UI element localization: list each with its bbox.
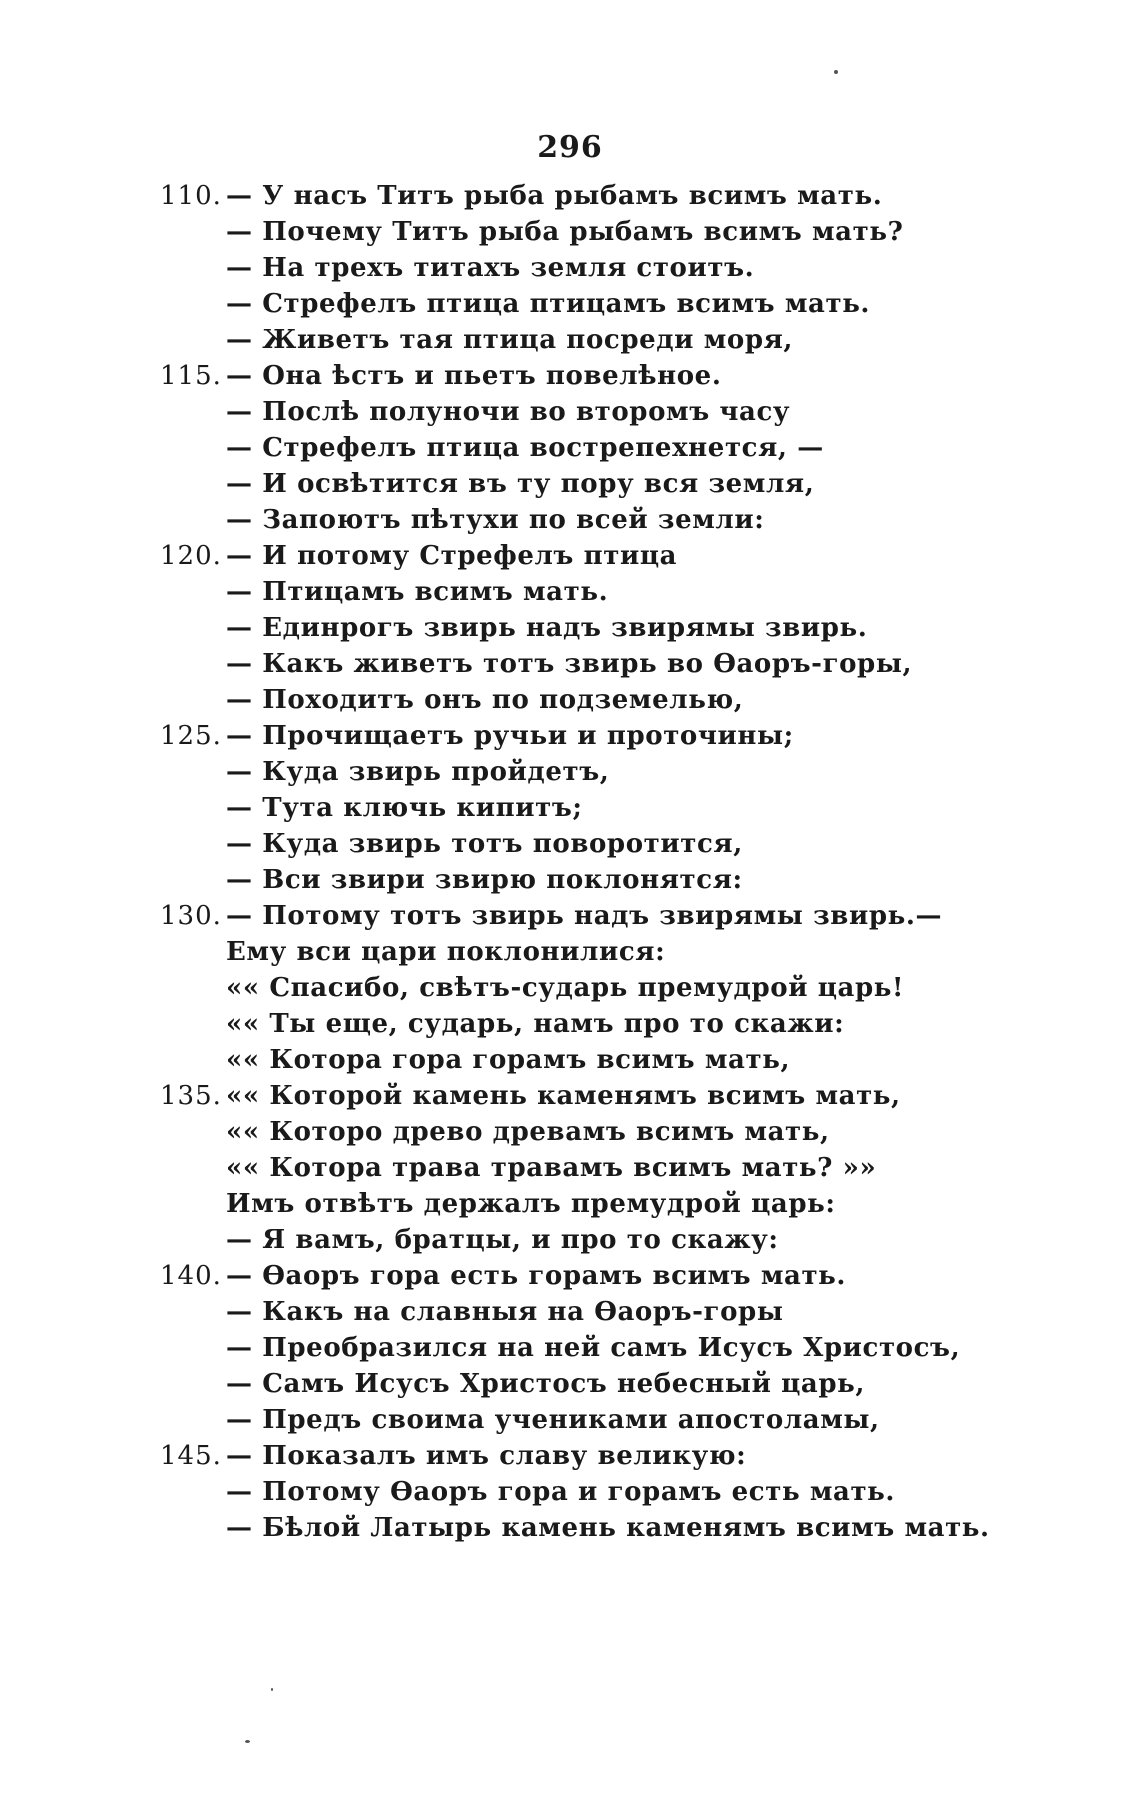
poem-line xyxy=(160,646,1060,682)
line-number: 145. xyxy=(160,1441,222,1471)
line-text: — Показалъ имъ славу великую: xyxy=(226,1441,747,1471)
poem-line xyxy=(160,1438,1060,1474)
line-text: — Послѣ полуночи во второмъ часу xyxy=(226,397,791,427)
line-text: — Птицамъ всимъ мать. xyxy=(226,577,609,607)
page-number: 296 xyxy=(537,130,603,165)
line-text: — Она ѣстъ и пьетъ повелѣное. xyxy=(226,361,722,391)
print-speck xyxy=(245,1740,250,1743)
line-text: — Куда звирь тотъ поворотится, xyxy=(226,829,743,859)
line-text: — И освѣтится въ ту пору вся земля, xyxy=(226,469,815,499)
poem-line xyxy=(160,1114,1060,1150)
line-text: «« Которой камень каменямъ всимъ мать, xyxy=(226,1081,901,1111)
line-text: — Походитъ онъ по подземелью, xyxy=(226,685,744,715)
poem-line xyxy=(160,1150,1060,1186)
line-number: 135. xyxy=(160,1081,222,1111)
poem-line xyxy=(160,1078,1060,1114)
line-text: — Живетъ тая птица посреди моря, xyxy=(226,325,794,355)
poem-line xyxy=(160,358,1060,394)
line-text: — Потому Ѳаоръ гора и горамъ есть мать. xyxy=(226,1477,896,1507)
poem-line xyxy=(160,1330,1060,1366)
poem-line xyxy=(160,1510,1060,1546)
poem-line xyxy=(160,790,1060,826)
poem-line xyxy=(160,826,1060,862)
poem-line xyxy=(160,862,1060,898)
poem-line xyxy=(160,502,1060,538)
print-speck xyxy=(834,70,838,74)
poem-line xyxy=(160,574,1060,610)
poem-text xyxy=(160,178,1060,1546)
poem-line xyxy=(160,1006,1060,1042)
line-text: — Какъ живетъ тотъ звирь во Ѳаоръ-горы, xyxy=(226,649,913,679)
line-number: 130. xyxy=(160,901,222,931)
poem-line xyxy=(160,1258,1060,1294)
poem-line xyxy=(160,718,1060,754)
line-text: — У насъ Титъ рыба рыбамъ всимъ мать. xyxy=(226,181,883,211)
line-text: «« Спасибо, свѣтъ-сударь премудрой царь! xyxy=(226,973,905,1003)
line-number: 120. xyxy=(160,541,222,571)
line-text: — Почему Титъ рыба рыбамъ всимъ мать? xyxy=(226,217,904,247)
poem-line xyxy=(160,682,1060,718)
poem-line xyxy=(160,1366,1060,1402)
poem-line xyxy=(160,538,1060,574)
poem-line xyxy=(160,1186,1060,1222)
line-text: «« Котора гора горамъ всимъ мать, xyxy=(226,1045,791,1075)
line-text: — Преобразился на ней самъ Исусъ Христосъ, xyxy=(226,1333,961,1363)
poem-line xyxy=(160,1222,1060,1258)
line-text: — Стрефелъ птица вострепехнется, — xyxy=(226,433,824,463)
line-text: — Запоютъ пѣтухи по всей земли: xyxy=(226,505,765,535)
line-text: — И потому Стрефелъ птица xyxy=(226,541,678,571)
line-text: «« Ты еще, сударь, намъ про то скажи: xyxy=(226,1009,845,1039)
poem-line xyxy=(160,286,1060,322)
line-number: 110. xyxy=(160,181,222,211)
poem-line xyxy=(160,898,1060,934)
print-speck xyxy=(271,1688,273,1691)
line-text: — На трехъ титахъ земля стоитъ. xyxy=(226,253,755,283)
poem-line xyxy=(160,970,1060,1006)
line-text: — Единрогъ звирь надъ звирямы звирь. xyxy=(226,613,868,643)
line-text: — Стрефелъ птица птицамъ всимъ мать. xyxy=(226,289,871,319)
line-text: — Тута ключь кипитъ; xyxy=(226,793,583,823)
poem-line xyxy=(160,754,1060,790)
line-text: «« Которо древо древамъ всимъ мать, xyxy=(226,1117,830,1147)
line-text: — Бѣлой Латырь камень каменямъ всимъ мать. xyxy=(226,1513,990,1543)
line-text: — Куда звирь пройдетъ, xyxy=(226,757,610,787)
line-text: — Ѳаоръ гора есть горамъ всимъ мать. xyxy=(226,1261,847,1291)
poem-line xyxy=(160,610,1060,646)
poem-line xyxy=(160,178,1060,214)
line-text: — Потому тотъ звирь надъ звирямы звирь.— xyxy=(226,901,943,931)
poem-line xyxy=(160,1474,1060,1510)
poem-line xyxy=(160,250,1060,286)
line-number: 125. xyxy=(160,721,222,751)
poem-line xyxy=(160,394,1060,430)
line-text: — Прочищаетъ ручьи и проточины; xyxy=(226,721,794,751)
poem-line xyxy=(160,466,1060,502)
line-number: 140. xyxy=(160,1261,222,1291)
poem-line xyxy=(160,1294,1060,1330)
line-text: Имъ отвѣтъ держалъ премудрой царь: xyxy=(226,1189,836,1219)
line-text: — Вси звири звирю поклонятся: xyxy=(226,865,743,895)
line-number: 115. xyxy=(160,361,222,391)
poem-line xyxy=(160,1042,1060,1078)
poem-line xyxy=(160,1402,1060,1438)
line-text: Ему вси цари поклонилися: xyxy=(226,937,666,967)
line-text: — Предъ своима учениками апостоламы, xyxy=(226,1405,880,1435)
line-text: — Я вамъ, братцы, и про то скажу: xyxy=(226,1225,779,1255)
line-text: — Какъ на славныя на Ѳаоръ-горы xyxy=(226,1297,784,1327)
poem-line xyxy=(160,322,1060,358)
poem-line xyxy=(160,430,1060,466)
poem-line xyxy=(160,934,1060,970)
line-text: «« Котора трава травамъ всимъ мать? »» xyxy=(226,1153,877,1183)
line-text: — Самъ Исусъ Христосъ небесный царь, xyxy=(226,1369,866,1399)
poem-line xyxy=(160,214,1060,250)
